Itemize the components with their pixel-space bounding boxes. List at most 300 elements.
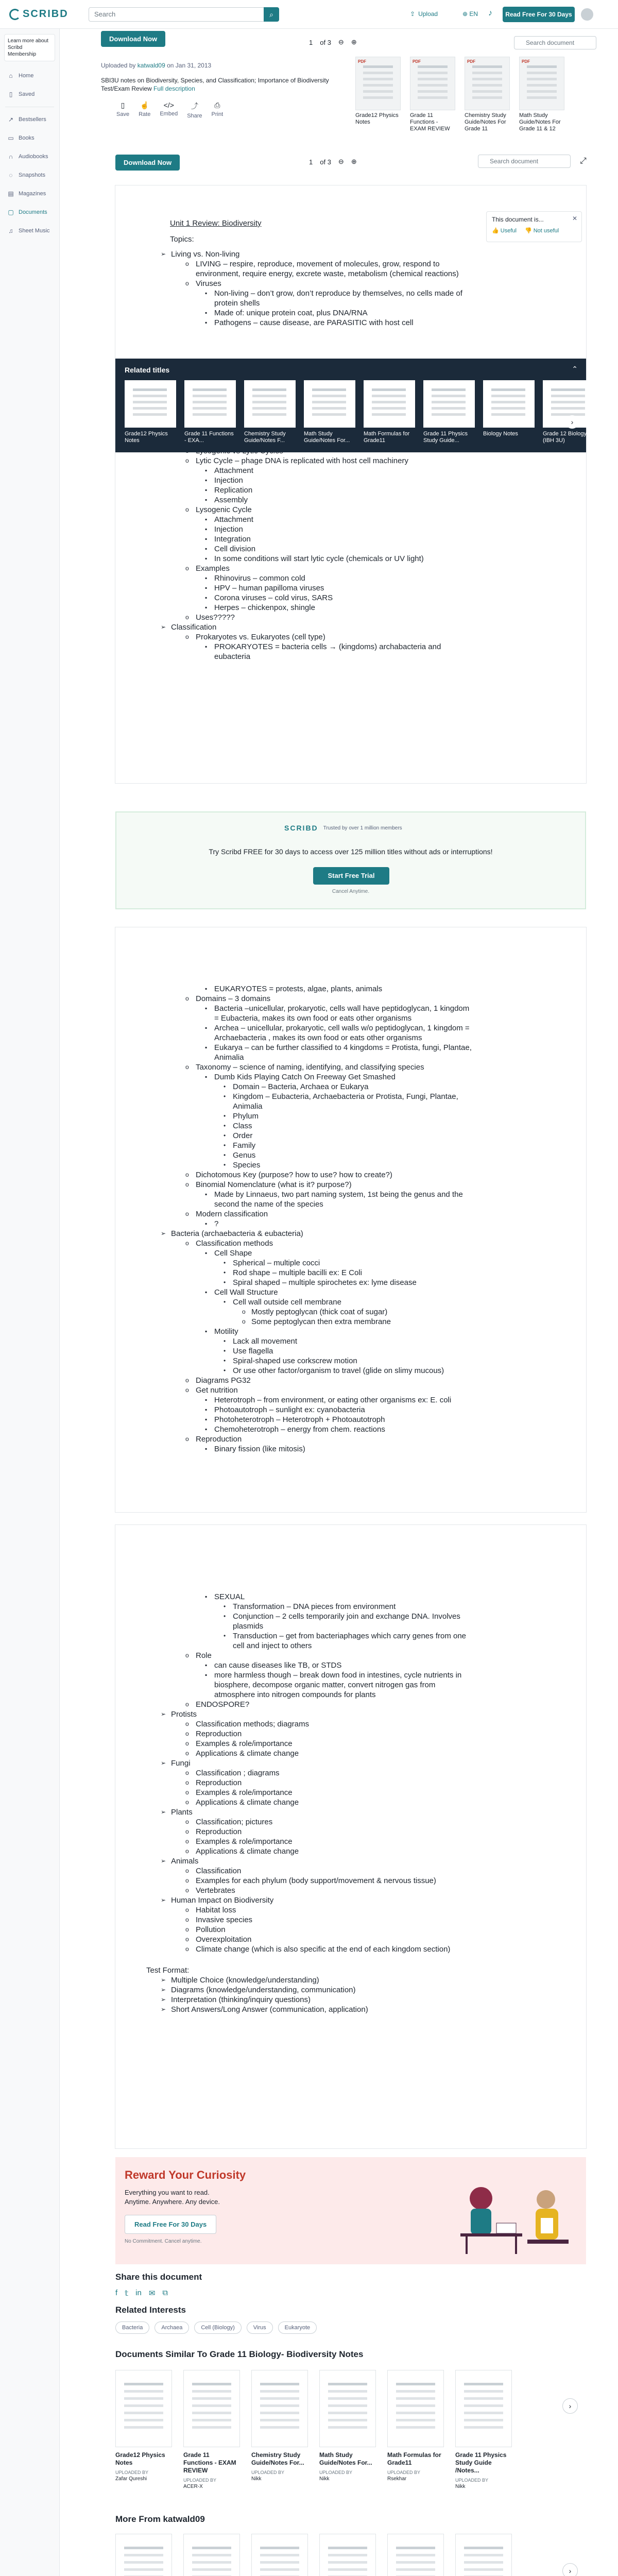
outline-item: ▪ Herpes – chickenpox, shingle bbox=[146, 603, 476, 613]
document-card[interactable] bbox=[251, 2534, 308, 2576]
sidebar-item-saved[interactable] bbox=[0, 85, 59, 104]
document-card-title: Chemistry Study Guide/Notes For... bbox=[251, 2451, 304, 2466]
code-icon: </> bbox=[163, 101, 174, 109]
outline-item: ▪ ? bbox=[146, 1219, 476, 1229]
related-doc-card[interactable] bbox=[519, 57, 564, 132]
outline-item: o Lysogenic Cycle bbox=[146, 505, 476, 515]
outline-item: ▪ Dumb Kids Playing Catch On Freeway Get Smashed bbox=[146, 1072, 476, 1082]
interests-heading: Related Interests bbox=[115, 2305, 186, 2315]
outline-item: o Climate change (which is also specific at the end of each kingdom section) bbox=[146, 1944, 476, 1954]
sidebar-item-documents[interactable] bbox=[0, 203, 59, 222]
page-current[interactable]: 1 bbox=[309, 158, 313, 166]
sidebar-item-books[interactable] bbox=[0, 129, 59, 147]
lightbulb-icon: ◌ bbox=[9, 172, 13, 179]
outline-item: o Diagrams PG32 bbox=[146, 1376, 476, 1385]
outline-item: ▪ Replication bbox=[146, 485, 476, 495]
trending-icon: ↗ bbox=[8, 116, 14, 123]
pdf-badge: PDF bbox=[413, 59, 421, 64]
reading-illustration bbox=[450, 2167, 574, 2255]
save-action[interactable] bbox=[116, 101, 129, 119]
trial-logo bbox=[284, 824, 402, 832]
language-label: EN bbox=[469, 10, 478, 18]
outline-item: o Modern classification bbox=[146, 1209, 476, 1219]
similar-next-button[interactable]: › bbox=[562, 2398, 578, 2414]
document-card[interactable] bbox=[455, 2534, 512, 2576]
trial-button[interactable]: Read Free For 30 Days bbox=[503, 7, 575, 22]
sidebar-item-label: Books bbox=[19, 135, 35, 141]
document-thumbnail bbox=[455, 2370, 512, 2447]
similar-heading: Documents Similar To Grade 11 Biology- Biodiversity Notes bbox=[115, 2349, 364, 2359]
outline-item: o Classification methods bbox=[146, 1239, 476, 1248]
related-title-text: Grade 11 Functions - EXA... bbox=[184, 431, 234, 444]
document-page-3 bbox=[115, 1525, 586, 2148]
sidebar-item-audiobooks[interactable] bbox=[0, 147, 59, 166]
outline-item: • Use flagella bbox=[146, 1346, 476, 1356]
action-label: Share bbox=[187, 113, 202, 119]
search-input[interactable]: Search bbox=[89, 7, 279, 22]
uploader-name[interactable]: Rsekhar bbox=[387, 2476, 407, 2482]
test-format-item: ➢ Multiple Choice (knowledge/understanding) bbox=[146, 1975, 476, 1985]
outline-item: ➢ Classification bbox=[146, 622, 476, 632]
outline-item: • Or use other factor/organism to travel (glide on slimy mucous) bbox=[146, 1366, 476, 1376]
sidebar-item-label: Snapshots bbox=[19, 172, 45, 178]
outline-item: ▪ Made of: unique protein coat, plus DNA/RNA bbox=[146, 308, 476, 318]
upload-label: Upload bbox=[418, 10, 438, 18]
read-free-button[interactable]: Read Free For 30 Days bbox=[125, 2215, 216, 2234]
uploaded-by-label: UPLOADED BY bbox=[455, 2478, 489, 2483]
cancel-anytime: Cancel Anytime. bbox=[332, 889, 370, 894]
sidebar bbox=[0, 29, 60, 2576]
outline-item: ▪ Non-living – don’t grow, don’t reproduce by themselves, no cells made of protein shells bbox=[146, 289, 476, 308]
document-card[interactable] bbox=[183, 2370, 240, 2489]
useful-label: Useful bbox=[500, 228, 517, 234]
outline-item: o Reproduction bbox=[146, 1729, 476, 1739]
document-description bbox=[101, 76, 348, 93]
usefulness-question: This document is... bbox=[492, 216, 544, 223]
uploader-name[interactable]: Nikk bbox=[319, 2476, 330, 2482]
document-thumbnail bbox=[483, 380, 535, 428]
outline-item: ▪ Made by Linnaeus, two part naming system, 1st being the genus and the second the name of the species bbox=[146, 1190, 476, 1209]
outline-item: o Examples & role/importance bbox=[146, 1739, 476, 1749]
test-format-list bbox=[146, 1975, 476, 2014]
interest-tag[interactable]: Bacteria bbox=[115, 2321, 149, 2334]
document-thumbnail bbox=[455, 2534, 512, 2576]
search-document-input[interactable]: Search document bbox=[514, 36, 596, 49]
chevron-up-icon[interactable]: ⌃ bbox=[572, 365, 578, 373]
related-titles-list bbox=[125, 380, 594, 444]
scribd-logo[interactable] bbox=[9, 8, 68, 20]
test-format-item: ➢ Diagrams (knowledge/understanding, communication) bbox=[146, 1985, 476, 1995]
sidebar-item-label: Sheet Music bbox=[19, 228, 50, 234]
outline-item: ▪ more harmless though – break down food in intestines, cycle nutrients in biosphere, decompose organic matter, convert nitrogen gas from atmosphere into nitrogen compounds for plants bbox=[146, 1670, 476, 1700]
uploader-name[interactable]: ACER-X bbox=[183, 2484, 203, 2489]
document-card-title: Grade 11 Functions - EXAM REVIEW bbox=[183, 2451, 236, 2474]
outline-item: ▪ Chemoheterotroph – energy from chem. reactions bbox=[146, 1425, 476, 1434]
outline-item: ▪ Heterotroph – from environment, or eating other organisms ex: E. coli bbox=[146, 1395, 476, 1405]
related-title-card[interactable] bbox=[543, 380, 594, 444]
related-title-card[interactable] bbox=[423, 380, 475, 444]
outline-item: • Family bbox=[146, 1141, 476, 1150]
search-icon: ⌕ bbox=[269, 10, 273, 19]
outline-item: ▪ Cell Wall Structure bbox=[146, 1287, 476, 1297]
interest-tags bbox=[115, 2321, 317, 2334]
language-selector[interactable] bbox=[462, 10, 478, 18]
print-action[interactable] bbox=[212, 101, 224, 119]
outline-item: o Reproduction bbox=[146, 1827, 476, 1837]
outline-item: ▪ Integration bbox=[146, 534, 476, 544]
document-thumbnail bbox=[183, 2534, 240, 2576]
linkedin-icon[interactable]: in bbox=[135, 2289, 142, 2297]
outline-item: o Classification bbox=[146, 1866, 476, 1876]
related-title-card[interactable] bbox=[125, 380, 176, 444]
outline-item: ▪ Attachment bbox=[146, 466, 476, 476]
outline-item: o Taxonomy – science of naming, identifying, and classifying species bbox=[146, 1062, 476, 1072]
upload-date: on Jan 31, 2013 bbox=[167, 62, 212, 69]
document-thumbnail bbox=[423, 380, 475, 428]
uploaded-prefix: Uploaded by bbox=[101, 62, 136, 69]
related-title-text: Math Study Guide/Notes For... bbox=[304, 431, 350, 444]
document-thumbnail bbox=[355, 57, 401, 110]
sidebar-item-label: Magazines bbox=[19, 191, 46, 197]
outline-item: ▪ can cause diseases like TB, or STDS bbox=[146, 1660, 476, 1670]
embed-action[interactable] bbox=[160, 101, 178, 119]
sidebar-item-magazines[interactable] bbox=[0, 184, 59, 203]
outline-item: o Reproduction bbox=[146, 1778, 476, 1788]
document-thumbnail bbox=[251, 2534, 308, 2576]
rate-action[interactable] bbox=[139, 101, 150, 119]
related-titles-carousel bbox=[115, 359, 590, 452]
email-icon[interactable]: ✉ bbox=[148, 2289, 156, 2298]
outline-item: o Classification ; diagrams bbox=[146, 1768, 476, 1778]
outline-item: o Reproduction bbox=[146, 1434, 476, 1444]
outline-item: o ENDOSPORE? bbox=[146, 1700, 476, 1709]
test-format-label: Test Format: bbox=[146, 1966, 190, 1975]
document-page-2 bbox=[115, 927, 586, 1512]
outline-item: • Spiral-shaped use corkscrew motion bbox=[146, 1356, 476, 1366]
related-doc-card[interactable] bbox=[355, 57, 401, 132]
doc-heading-text: Unit 1 Review: Biodiversity bbox=[170, 219, 262, 228]
free-trial-banner bbox=[115, 811, 586, 909]
start-free-trial-button[interactable]: Start Free Trial bbox=[313, 867, 389, 885]
outline-item: • Species bbox=[146, 1160, 476, 1170]
document-thumbnail bbox=[115, 2370, 172, 2447]
description-text: SBI3U notes on Biodiversity, Species, and Classification; Importance of Biodiversity Test/Exam Review bbox=[101, 77, 329, 92]
outline-item: o Prokaryotes vs. Eukaryotes (cell type) bbox=[146, 632, 476, 642]
outline-item: ▪ In some conditions will start lytic cycle (chemicals or UV light) bbox=[146, 554, 476, 564]
document-card[interactable] bbox=[251, 2370, 308, 2489]
uploader-name[interactable]: Nikk bbox=[455, 2484, 466, 2489]
interest-tag[interactable]: Cell (Biology) bbox=[194, 2321, 241, 2334]
document-card[interactable] bbox=[387, 2534, 444, 2576]
reward-line-2: Anytime. Anywhere. Any device. bbox=[125, 2198, 220, 2206]
search-button[interactable] bbox=[264, 7, 279, 22]
thumbs-up-icon: ☝ bbox=[140, 101, 149, 109]
related-title-card[interactable] bbox=[184, 380, 236, 444]
outline-item: ▪ Bacteria –unicellular, prokaryotic, cells wall have peptidoglycan, 1 kingdom = Eubacteria, makes its own food or eats other organisms bbox=[146, 1004, 476, 1023]
interest-tag[interactable]: Archaea bbox=[154, 2321, 189, 2334]
print-icon: ⎙ bbox=[214, 101, 220, 109]
more-from-next-button[interactable]: › bbox=[562, 2563, 578, 2576]
outline-item: o Examples for each phylum (body support/movement & nervous tissue) bbox=[146, 1876, 476, 1886]
bookmark-icon: ▯ bbox=[121, 101, 125, 109]
outline-item: o Classification; pictures bbox=[146, 1817, 476, 1827]
outline-item: o Domains – 3 domains bbox=[146, 994, 476, 1004]
sidebar-item-label: Bestsellers bbox=[19, 116, 46, 123]
zoom-out-icon[interactable]: ⊖ bbox=[338, 158, 344, 165]
outline-item: ➢ Fungi bbox=[146, 1758, 476, 1768]
uploaded-by-label: UPLOADED BY bbox=[387, 2470, 421, 2475]
sidebar-item-snapshots[interactable] bbox=[0, 166, 59, 184]
outline-item: ➢ Human Impact on Biodiversity bbox=[146, 1895, 476, 1905]
pdf-badge: PDF bbox=[522, 59, 530, 64]
document-thumbnail bbox=[115, 2534, 172, 2576]
related-title-card[interactable] bbox=[483, 380, 535, 444]
document-card[interactable] bbox=[183, 2534, 240, 2576]
document-thumbnail bbox=[319, 2534, 376, 2576]
download-button[interactable]: Download Now bbox=[115, 155, 180, 171]
close-icon[interactable]: ✕ bbox=[572, 215, 577, 222]
zoom-in-icon[interactable]: ⊕ bbox=[351, 158, 357, 165]
uploaded-by-label: UPLOADED BY bbox=[319, 2470, 353, 2475]
outline-item: ▪ Cell division bbox=[146, 544, 476, 554]
copy-link-icon[interactable]: ⧉ bbox=[162, 2289, 168, 2297]
globe-icon: ⊕ bbox=[462, 10, 470, 18]
music-icon: ♫ bbox=[8, 227, 13, 234]
related-title-card[interactable] bbox=[244, 380, 296, 444]
magazine-icon: ▤ bbox=[8, 190, 14, 197]
outline-item: o LIVING – respire, reproduce, movement of molecules, grow, respond to environment, require energy, excrete waste, metabolism (chemical reactions) bbox=[146, 259, 476, 279]
outline-item: o Invasive species bbox=[146, 1915, 476, 1925]
uploaded-by-label: UPLOADED BY bbox=[183, 2478, 217, 2483]
viewer-download bbox=[115, 155, 180, 171]
no-commitment-text: No Commitment. Cancel anytime. bbox=[125, 2239, 202, 2244]
usefulness-popup bbox=[486, 211, 582, 242]
notifications-icon[interactable]: ♪ bbox=[488, 9, 492, 18]
related-doc-title: Math Study Guide/Notes For Grade 11 & 12 bbox=[519, 112, 561, 132]
outline-item: ▪ Photoautotroph – sunlight ex: cyanobacteria bbox=[146, 1405, 476, 1415]
more-from-documents bbox=[115, 2534, 512, 2576]
related-doc-title: Grade 11 Functions - EXAM REVIEW bbox=[410, 112, 450, 132]
twitter-icon[interactable]: 𝕥 bbox=[125, 2289, 129, 2298]
document-card[interactable] bbox=[319, 2370, 376, 2489]
document-card[interactable] bbox=[455, 2370, 512, 2489]
outline-item: o Classification methods; diagrams bbox=[146, 1719, 476, 1729]
outline-item: ▪ Injection bbox=[146, 524, 476, 534]
outline-item: o Applications & climate change bbox=[146, 1846, 476, 1856]
page-current[interactable]: 1 bbox=[309, 38, 313, 46]
outline-item: o Examples & role/importance bbox=[146, 1788, 476, 1798]
carousel-next-button[interactable]: › bbox=[565, 415, 579, 429]
document-thumbnail bbox=[364, 380, 415, 428]
outline-list bbox=[146, 984, 476, 1454]
related-doc-card[interactable] bbox=[410, 57, 455, 132]
outline-item: ▪ Motility bbox=[146, 1327, 476, 1336]
pdf-badge: PDF bbox=[358, 59, 366, 64]
outline-list bbox=[146, 1592, 476, 1954]
viewer-page-navigator bbox=[309, 158, 357, 166]
action-label: Embed bbox=[160, 111, 178, 117]
viewer-search-input[interactable]: Search document bbox=[478, 155, 571, 168]
outline-item: ▪ Corona viruses – cold virus, SARS bbox=[146, 593, 476, 603]
related-titles-heading: Related titles bbox=[125, 366, 170, 374]
sidebar-item-bestsellers[interactable] bbox=[0, 110, 59, 129]
sidebar-item-label: Documents bbox=[19, 209, 47, 215]
brand-name: SCRIBD bbox=[23, 8, 68, 20]
related-title-card[interactable] bbox=[304, 380, 355, 444]
outline-item: o Examples bbox=[146, 564, 476, 573]
document-actions bbox=[116, 101, 223, 119]
upload-icon: ⇪ bbox=[410, 10, 416, 18]
uploaded-by-label: UPLOADED BY bbox=[251, 2470, 285, 2475]
share-action[interactable] bbox=[187, 101, 202, 119]
outline-item: o Vertebrates bbox=[146, 1886, 476, 1895]
test-format-item: ➢ Interpretation (thinking/inquiry questions) bbox=[146, 1995, 476, 2005]
trusted-text: Trusted by over 1 million members bbox=[323, 825, 402, 831]
brand-name: SCRIBD bbox=[284, 824, 318, 832]
related-documents-top bbox=[355, 57, 564, 132]
outline-list bbox=[146, 249, 476, 328]
uploader-name[interactable]: Nikk bbox=[251, 2476, 262, 2482]
document-card-title: Grade 11 Physics Study Guide /Notes... bbox=[455, 2451, 507, 2474]
full-description-link[interactable]: Full description bbox=[153, 85, 195, 92]
outline-item: o Pollution bbox=[146, 1925, 476, 1935]
outline-item: o Role bbox=[146, 1651, 476, 1660]
outline-item: • Domain – Bacteria, Archaea or Eukarya bbox=[146, 1082, 476, 1092]
outline-item: o Habitat loss bbox=[146, 1905, 476, 1915]
headphones-icon: ∩ bbox=[8, 153, 13, 160]
document-thumbnail bbox=[410, 57, 455, 110]
page-navigator bbox=[309, 38, 357, 46]
outline-item: ▪ PROKARYOTES = bacteria cells → (kingdoms) archabacteria and eubacteria bbox=[146, 642, 476, 662]
document-thumbnail bbox=[387, 2534, 444, 2576]
reward-subtitle bbox=[125, 2188, 220, 2207]
more-from-heading: More From katwald09 bbox=[115, 2514, 205, 2524]
related-doc-card[interactable] bbox=[465, 57, 510, 132]
related-title-text: Grade12 Physics Notes bbox=[125, 431, 168, 444]
outline-item: ▪ Rhinovirus – common cold bbox=[146, 573, 476, 583]
download-button[interactable]: Download Now bbox=[101, 31, 165, 47]
outline-item: o Some peptoglycan then extra membrane bbox=[146, 1317, 476, 1327]
document-page-1 bbox=[115, 185, 586, 783]
related-title-text: Biology Notes bbox=[483, 431, 518, 437]
upload-meta bbox=[101, 62, 348, 69]
document-card[interactable] bbox=[115, 2370, 172, 2489]
action-label: Print bbox=[211, 111, 224, 117]
document-thumbnail bbox=[244, 380, 296, 428]
upload-button[interactable] bbox=[410, 10, 438, 18]
related-title-text: Grade 11 Physics Study Guide... bbox=[423, 431, 468, 444]
uploaded-by-label: UPLOADED BY bbox=[115, 2470, 149, 2475]
membership-promo[interactable]: Learn more about Scribd Membership bbox=[4, 34, 55, 61]
outline-item: • Order bbox=[146, 1131, 476, 1141]
sidebar-item-label: Audiobooks bbox=[19, 154, 48, 160]
related-doc-title: Grade12 Physics Notes bbox=[355, 112, 399, 125]
outline-item: ▪ Binary fission (like mitosis) bbox=[146, 1444, 476, 1454]
action-label: Rate bbox=[139, 111, 151, 117]
useful-button[interactable]: 👍 Useful bbox=[492, 228, 517, 234]
not-useful-label: Not useful bbox=[533, 228, 559, 234]
document-thumbnail bbox=[251, 2370, 308, 2447]
outline-item: ▪ Cell Shape bbox=[146, 1248, 476, 1258]
outline-item: ➢ Living vs. Non-living bbox=[146, 249, 476, 259]
document-card[interactable] bbox=[319, 2534, 376, 2576]
outline-item: o Mostly peptoglycan (thick coat of sugar) bbox=[146, 1307, 476, 1317]
document-thumbnail bbox=[184, 380, 236, 428]
document-thumbnail bbox=[304, 380, 355, 428]
document-card[interactable] bbox=[387, 2370, 444, 2489]
not-useful-button[interactable]: 👎 Not useful bbox=[524, 228, 559, 234]
outline-item: ▪ Eukarya – can be further classified to 4 kingdoms = Protista, fungi, Plantae, Animalia bbox=[146, 1043, 476, 1062]
outline-item: ➢ Animals bbox=[146, 1856, 476, 1866]
outline-item: • Lack all movement bbox=[146, 1336, 476, 1346]
document-thumbnail bbox=[183, 2370, 240, 2447]
outline-item: ▪ EUKARYOTES = protests, algae, plants, animals bbox=[146, 984, 476, 994]
profile-avatar[interactable] bbox=[581, 8, 593, 21]
interest-tag[interactable]: Virus bbox=[247, 2321, 273, 2334]
facebook-icon[interactable]: f bbox=[115, 2289, 118, 2297]
share-icon: ⤴ bbox=[191, 102, 198, 110]
document-icon: ▢ bbox=[8, 209, 14, 216]
related-title-card[interactable] bbox=[364, 380, 415, 444]
uploader-name[interactable]: Zafar Qureshi bbox=[115, 2476, 147, 2482]
outline-item: • Transduction – get from bacteriaphages which carry genes from one cell and inject to others bbox=[146, 1631, 476, 1651]
outline-item: • Conjunction – 2 cells temporarily join and exchange DNA. Involves plasmids bbox=[146, 1612, 476, 1631]
zoom-out-icon[interactable]: ⊖ bbox=[338, 38, 344, 46]
page-total: of 3 bbox=[320, 38, 331, 46]
outline-item: • Spherical – multiple cocci bbox=[146, 1258, 476, 1268]
document-card[interactable] bbox=[115, 2534, 172, 2576]
sidebar-item-sheet-music[interactable] bbox=[0, 222, 59, 240]
outline-item: ▪ Assembly bbox=[146, 495, 476, 505]
fullscreen-icon[interactable]: ⤢ bbox=[580, 157, 587, 165]
related-title-text: Chemistry Study Guide/Notes F... bbox=[244, 431, 286, 444]
topics-label: Topics: bbox=[170, 235, 194, 244]
outline-item: ▪ Archea – unicellular, prokaryotic, cell walls w/o peptidoglycan, 1 kingdom = Archaebacteria , makes its own food or eats other organisms bbox=[146, 1023, 476, 1043]
outline-item: • Rod shape – multiple bacilli ex: E Coli bbox=[146, 1268, 476, 1278]
zoom-in-icon[interactable]: ⊕ bbox=[351, 38, 357, 46]
outline-item: • Kingdom – Eubacteria, Archaebacteria or Protista, Fungi, Plantae, Animalia bbox=[146, 1092, 476, 1111]
sidebar-item-label: Home bbox=[19, 73, 34, 79]
outline-item: ▪ Pathogens – cause disease, are PARASITIC with host cell bbox=[146, 318, 476, 328]
pdf-badge: PDF bbox=[467, 59, 475, 64]
scribd-logo-icon bbox=[9, 9, 21, 20]
sidebar-item-home[interactable] bbox=[0, 66, 59, 85]
outline-item: o Overexploitation bbox=[146, 1935, 476, 1944]
uploader-link[interactable]: katwald09 bbox=[137, 62, 165, 69]
action-label: Save bbox=[116, 111, 130, 117]
sidebar-item-label: Saved bbox=[19, 91, 35, 97]
outline-item: • Class bbox=[146, 1121, 476, 1131]
document-thumbnail bbox=[519, 57, 564, 110]
top-bar bbox=[0, 0, 618, 29]
test-format-item: ➢ Short Answers/Long Answer (communication, application) bbox=[146, 2005, 476, 2014]
outline-item: ▪ SEXUAL bbox=[146, 1592, 476, 1602]
interest-tag[interactable]: Eukaryote bbox=[278, 2321, 317, 2334]
outline-item: • Spiral shaped – multiple spirochetes ex: lyme disease bbox=[146, 1278, 476, 1287]
reward-line-1: Everything you want to read. bbox=[125, 2189, 210, 2196]
outline-item: ➢ Protists bbox=[146, 1709, 476, 1719]
outline-item: • Cell wall outside cell membrane bbox=[146, 1297, 476, 1307]
home-icon: ⌂ bbox=[9, 72, 13, 79]
related-title-text: Grade 12 Biology - (IBH 3U) bbox=[543, 431, 590, 444]
outline-item: • Phylum bbox=[146, 1111, 476, 1121]
outline-item: o Applications & climate change bbox=[146, 1798, 476, 1807]
document-thumbnail bbox=[465, 57, 510, 110]
outline-item: o Viruses bbox=[146, 279, 476, 289]
outline-item: o Dichotomous Key (purpose? how to use? how to create?) bbox=[146, 1170, 476, 1180]
share-heading: Share this document bbox=[115, 2272, 202, 2282]
document-card-title: Grade12 Physics Notes bbox=[115, 2451, 165, 2466]
